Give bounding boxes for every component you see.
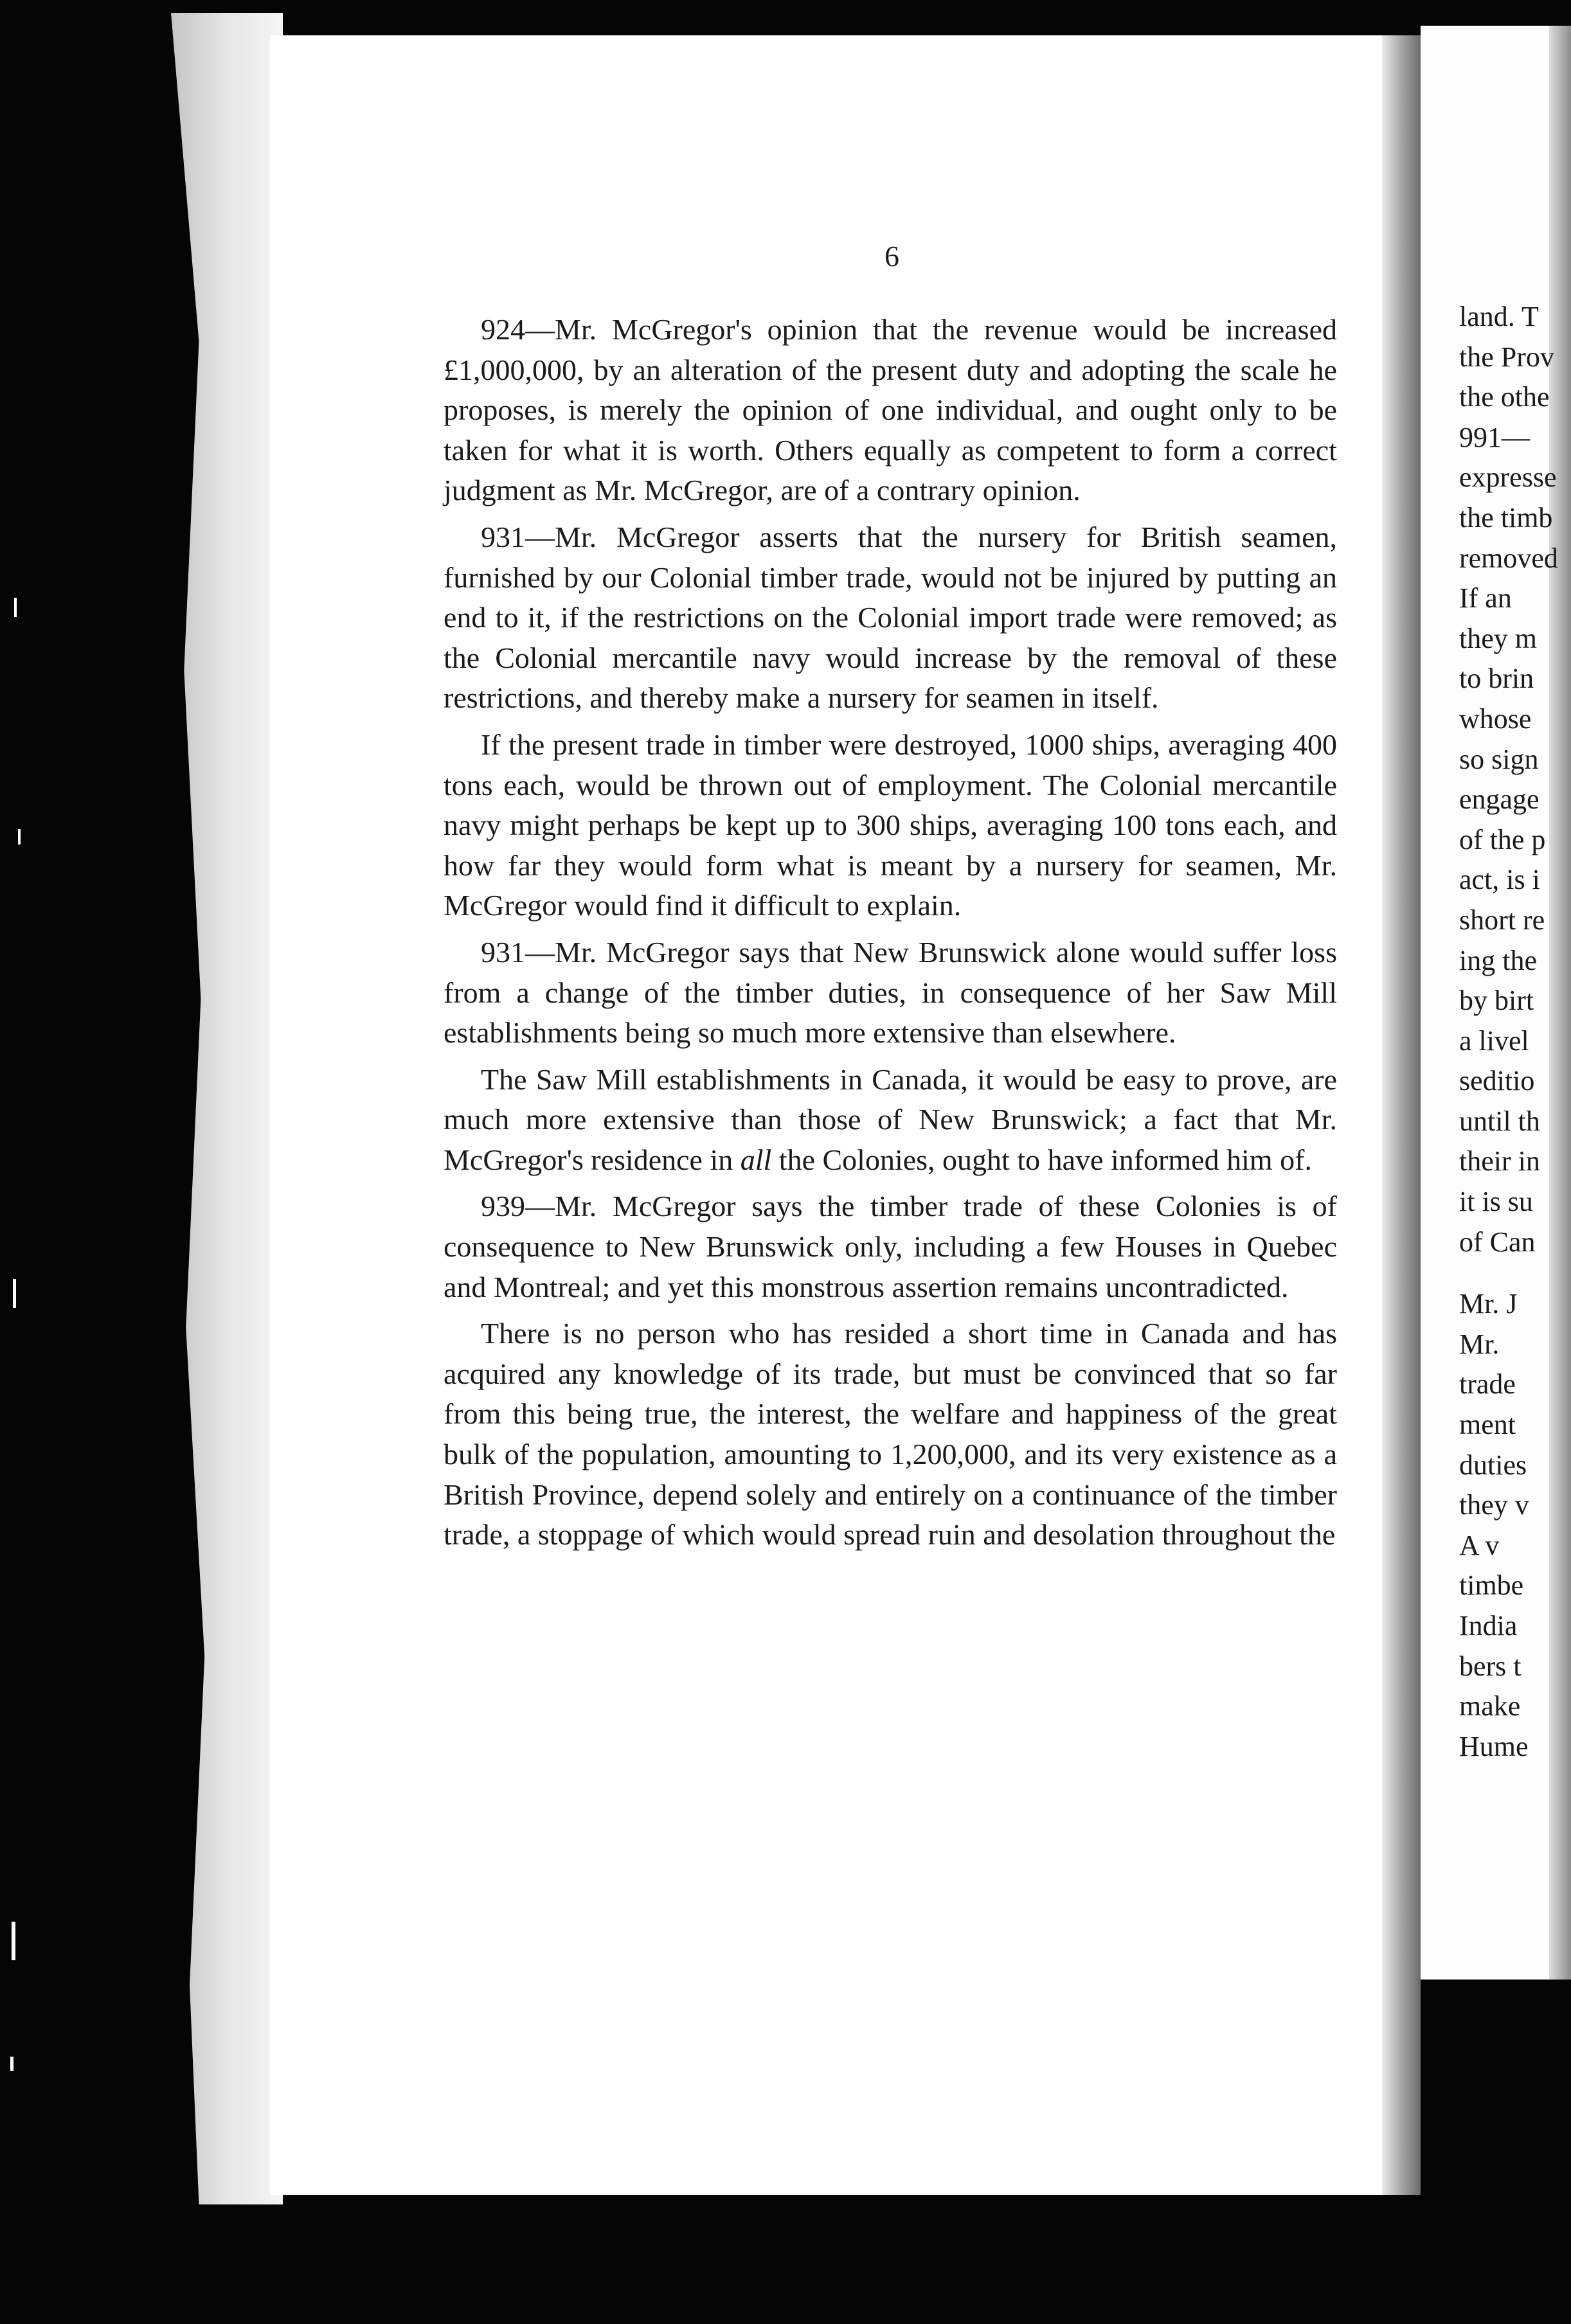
adjacent-page-line: seditio [1459,1065,1535,1097]
adjacent-page-line: it is su [1459,1186,1533,1218]
paragraph-timber-ships: If the present trade in timber were destroyed, 1000 ships, averaging 400 tons each, would be thrown out of employment. The Colonial mercantile navy might perhaps be kept up to 300 ships, averaging 100 tons each, and how far they would form what is meant by a nursery for seamen, Mr. McGregor would find it difficult to explain. [444,728,1337,922]
adjacent-page-line: A v [1459,1529,1500,1561]
adjacent-page-line: the Prov [1459,341,1554,373]
adjacent-page-line: removed [1459,542,1558,574]
adjacent-page-line: bers t [1459,1650,1522,1682]
paragraph-924: 924—Mr. McGregor's opinion that the revenue would be increased £1,000,000, by an alteration of the present duty and adopting the scale he proposes, is merely the opinion of one individual, and ought only to be taken for what it is worth. Others equally as competent to form a correct judgment as Mr. McGregor, are of a contrary opinion. [444,313,1337,507]
adjacent-page-line: until th [1459,1105,1540,1137]
adjacent-page-line: they m [1459,622,1537,654]
emphasis-all: all [740,1143,772,1176]
adjacent-page-line: make [1459,1690,1521,1722]
adjacent-page-line: to brin [1459,663,1534,695]
saw-mill-text-end: the Colonies, ought to have informed him of. [771,1143,1312,1176]
adjacent-page-line: land. T [1459,301,1539,332]
adjacent-page-line: of the p [1459,823,1546,855]
adjacent-page-line: engage [1459,783,1540,816]
adjacent-page-line: act, is i [1459,864,1540,896]
adjacent-page-line: of Can [1459,1226,1536,1258]
adjacent-page-line: Mr. [1459,1328,1500,1360]
adjacent-page-line: their in [1459,1145,1540,1177]
adjacent-page-line: they v [1459,1489,1529,1521]
adjacent-page-line: timbe [1459,1569,1524,1602]
adjacent-page-line: the othe [1459,381,1550,413]
adjacent-page-line: duties [1459,1449,1527,1481]
adjacent-page-line: the timb [1459,501,1553,533]
paragraph-931-nursery: 931—Mr. McGregor asserts that the nursery for British seamen, furnished by our Colonial timber trade, would not be injured by putting an end to it, if the restrictions on the Colonial import trade were removed; as the Colonial mercantile navy would increase by the removal of these restrictions, and thereby make a nursery for seamen in itself. [444,520,1337,715]
adjacent-page-line: If an [1459,582,1512,614]
adjacent-page-line: Hume [1459,1730,1529,1762]
adjacent-page-line: trade [1459,1368,1516,1400]
saw-mill-text-start: The Saw Mill establishments in Canada, it would be easy to prove, are much more extensive than those of New Brunswick; a fact that Mr. McGregor's residence in [444,1062,1337,1176]
page-gutter-shadow [1382,35,1421,2195]
page-number: 6 [884,240,899,273]
paragraph-931-new-brunswick: 931—Mr. McGregor says that New Brunswick alone would suffer loss from a change of the timber duties, in consequence of her Saw Mill establishments being so much more extensive than elsewhere. [444,935,1337,1050]
adjacent-page-line: so sign [1459,743,1539,775]
adjacent-page-line: 991— [1459,421,1530,453]
adjacent-page-line: by birt [1459,985,1534,1017]
adjacent-page-text [1459,297,1571,1767]
adjacent-page-line: expresse [1459,461,1557,494]
paragraph-saw-mill [444,1060,1337,1181]
adjacent-page-line: short re [1459,904,1545,936]
adjacent-page-line: Mr. J [1459,1288,1518,1320]
document-body [444,310,1337,1562]
adjacent-page-line: whose [1459,702,1532,735]
adjacent-page-line: India [1459,1610,1518,1641]
paragraph-939: 939—Mr. McGregor says the timber trade of these Colonies is of consequence to New Brunswick only, including a few Houses in Quebec and Montreal; and yet this monstrous assertion remains uncontradicted. [444,1190,1337,1303]
adjacent-page-line: ment [1459,1409,1516,1441]
adjacent-page-line: ing the [1459,944,1537,976]
adjacent-page-line [1459,1262,1571,1284]
paragraph-canada-trade: There is no person who has resided a short time in Canada and has acquired any knowledge of its trade, but must be convinced that so far from this being true, the interest, the welfare and happiness of the great bulk of the population, amounting to 1,200,000, and its very existence as a British Province, depend solely and entirely on a continuance of the timber trade, a stoppage of which would spread ruin and desolation throughout the [444,1317,1337,1551]
adjacent-page-line: a livel [1459,1024,1529,1057]
